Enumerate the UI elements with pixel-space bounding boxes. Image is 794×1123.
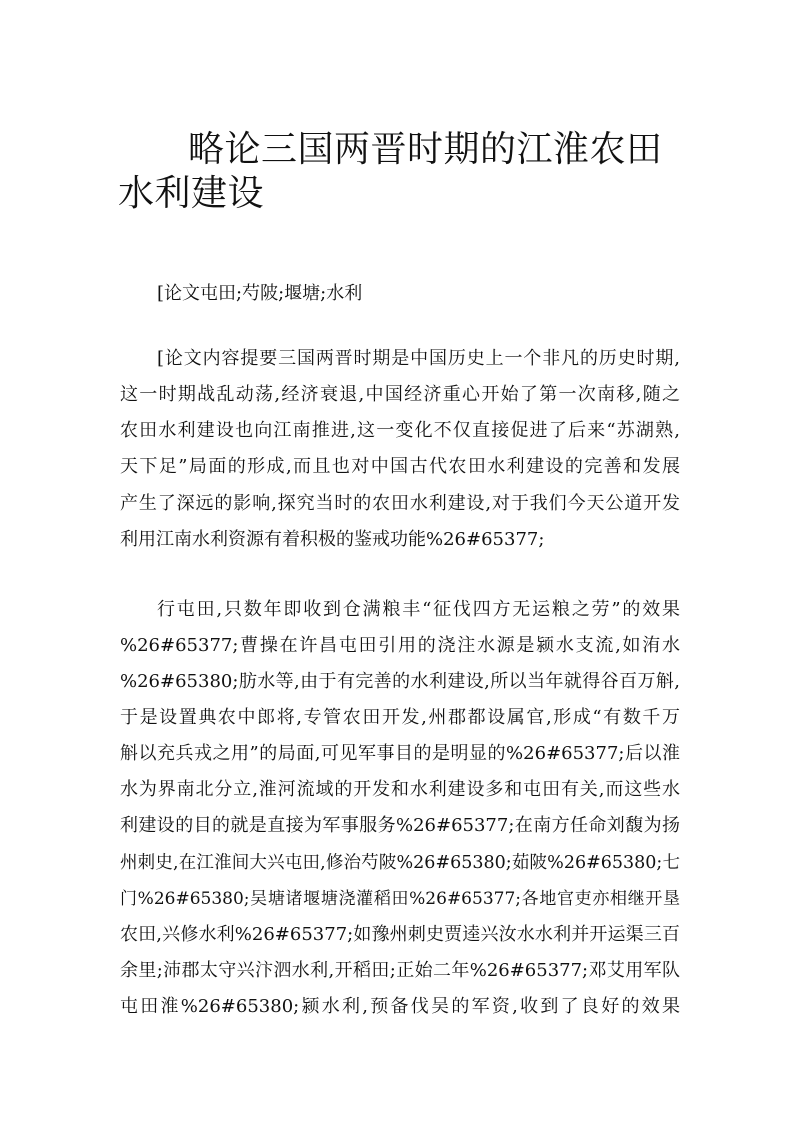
body-line: %26#65380;肪水等,由于有完善的水利建设,所以当年就得谷百万斛, <box>120 671 680 692</box>
body-line: 州刺史,在江淮间大兴屯田,修治芍陂%26#65380;茹陂%26#65380;七 <box>120 853 680 873</box>
body-line: 门%26#65380;吴塘诸堰塘浇灌稻田%26#65377;各地官吏亦相继开垦 <box>120 889 680 909</box>
abstract-line: [论文内容提要三国两晋时期是中国历史上一个非凡的历史时期, <box>157 348 680 369</box>
abstract-line: 天下足”局面的形成,而且也对中国古代农田水利建设的完善和发展 <box>120 456 680 477</box>
body-line: 行屯田,只数年即收到仓满粮丰“征伐四方无运粮之劳”的效果 <box>157 599 680 620</box>
body-line: 水为界南北分立,淮河流域的开发和水利建设多和屯田有关,而这些水 <box>120 779 680 800</box>
abstract-line: 产生了深远的影响,探究当时的农田水利建设,对于我们今天公道开发 <box>120 493 680 514</box>
body-line: %26#65377;曹操在许昌屯田引用的浇注水源是颍水支流,如洧水 <box>120 635 680 656</box>
document-title: 略论三国两晋时期的江淮农田水利建设 <box>118 129 663 214</box>
body-line: 斛以充兵戎之用”的局面,可见军事目的是明显的%26#65377;后以淮 <box>120 743 680 764</box>
body-line: 利建设的目的就是直接为军事服务%26#65377;在南方任命刘馥为扬 <box>120 815 680 836</box>
abstract-line: 这一时期战乱动荡,经济衰退,中国经济重心开始了第一次南移,随之 <box>120 384 680 405</box>
keywords-line: [论文屯田;芍陂;堰塘;水利 <box>157 283 363 304</box>
body-line: 屯田淮%26#65380;颍水利,预备伐吴的军资,收到了良好的效果 <box>120 996 680 1017</box>
abstract-line: 农田水利建设也向江南推进,这一变化不仅直接促进了后来“苏湖熟, <box>120 420 680 441</box>
body-line: 农田,兴修水利%26#65377;如豫州刺史贾逵兴汝水水利并开运渠三百 <box>120 924 680 945</box>
body-line: 余里;沛郡太守兴汴泗水利,开稻田;正始二年%26#65377;邓艾用军队 <box>120 960 680 981</box>
body-line: 于是设置典农中郎将,专管农田开发,州郡都设属官,形成“有数千万 <box>120 707 680 728</box>
abstract-line: 利用江南水利资源有着积极的鉴戒功能%26#65377; <box>120 529 545 550</box>
